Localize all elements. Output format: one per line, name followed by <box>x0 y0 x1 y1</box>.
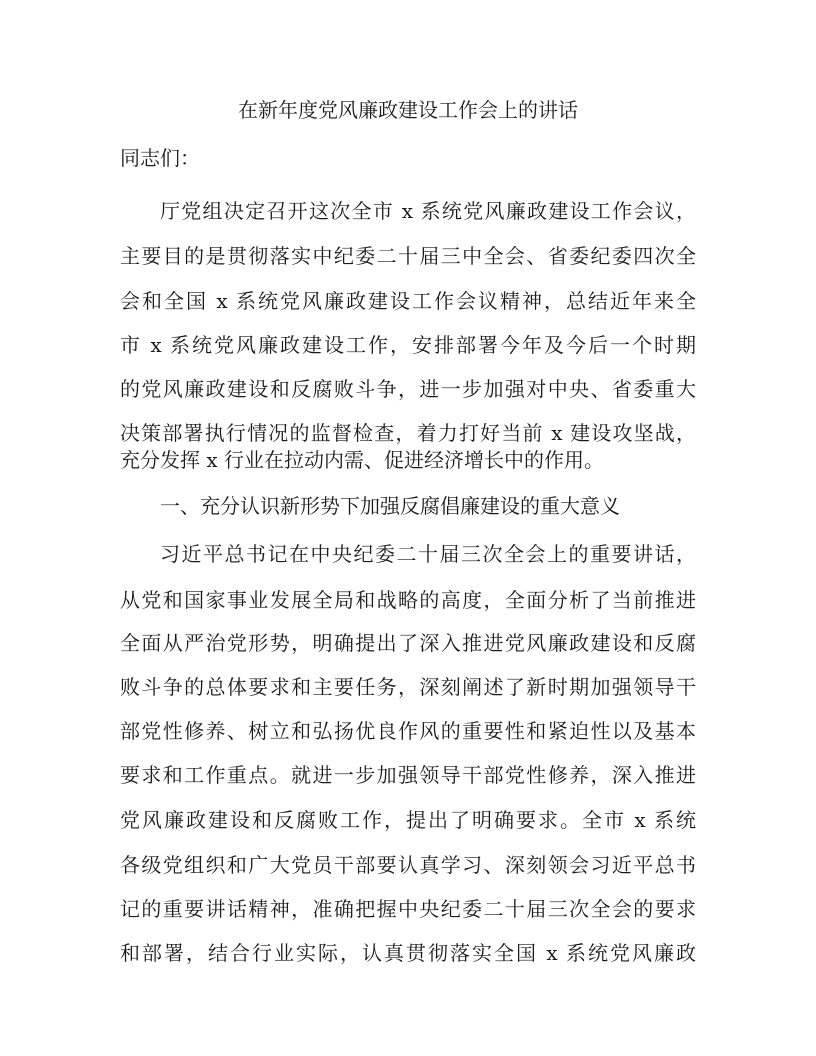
paragraph-2-line-4: 败斗争的总体要求和主要任务，深刻阐述了新时期加强领导干 <box>120 675 696 699</box>
paragraph-1-line-7: 充分发挥 x 行业在拉动内需、促进经济增长中的作用。 <box>120 448 604 472</box>
paragraph-2-line-7: 党风廉政建设和反腐败工作，提出了明确要求。全市 x 系统 <box>120 808 696 832</box>
paragraph-2-line-1: 习近平总书记在中央纪委二十届三次全会上的重要讲话， <box>160 542 696 566</box>
section-heading-1: 一、充分认识新形势下加强反腐倡廉建设的重大意义 <box>160 494 620 518</box>
paragraph-2-line-10: 和部署，结合行业实际，认真贯彻落实全国 x 系统党风廉政 <box>120 941 696 965</box>
paragraph-1-line-5: 的党风廉政建设和反腐败斗争，进一步加强对中央、省委重大 <box>120 377 696 401</box>
paragraph-2-line-6: 要求和工作重点。就进一步加强领导干部党性修养，深入推进 <box>120 763 696 787</box>
paragraph-2-line-5: 部党性修养、树立和弘扬优良作风的重要性和紧迫性以及基本 <box>120 719 696 743</box>
paragraph-1-line-2: 主要目的是贯彻落实中纪委二十届三中全会、省委纪委四次全 <box>120 244 696 268</box>
paragraph-2-line-2: 从党和国家事业发展全局和战略的高度，全面分析了当前推进 <box>120 588 696 612</box>
paragraph-1-line-4: 市 x 系统党风廉政建设工作，安排部署今年及今后一个时期 <box>120 333 696 357</box>
paragraph-1-line-3: 会和全国 x 系统党风廉政建设工作会议精神，总结近年来全 <box>120 289 696 313</box>
paragraph-2-line-8: 各级党组织和广大党员干部要认真学习、深刻领会习近平总书 <box>120 853 696 877</box>
paragraph-2-line-9: 记的重要讲话精神，准确把握中央纪委二十届三次全会的要求 <box>120 897 696 921</box>
document-title: 在新年度党风廉政建设工作会上的讲话 <box>238 98 578 122</box>
paragraph-1-line-6: 决策部署执行情况的监督检查，着力打好当前 x 建设攻坚战， <box>120 421 696 445</box>
paragraph-2-line-3: 全面从严治党形势，明确提出了深入推进党风廉政建设和反腐 <box>120 631 696 655</box>
salutation: 同志们： <box>120 146 200 170</box>
paragraph-1-line-1: 厅党组决定召开这次全市 x 系统党风廉政建设工作会议， <box>160 199 696 223</box>
